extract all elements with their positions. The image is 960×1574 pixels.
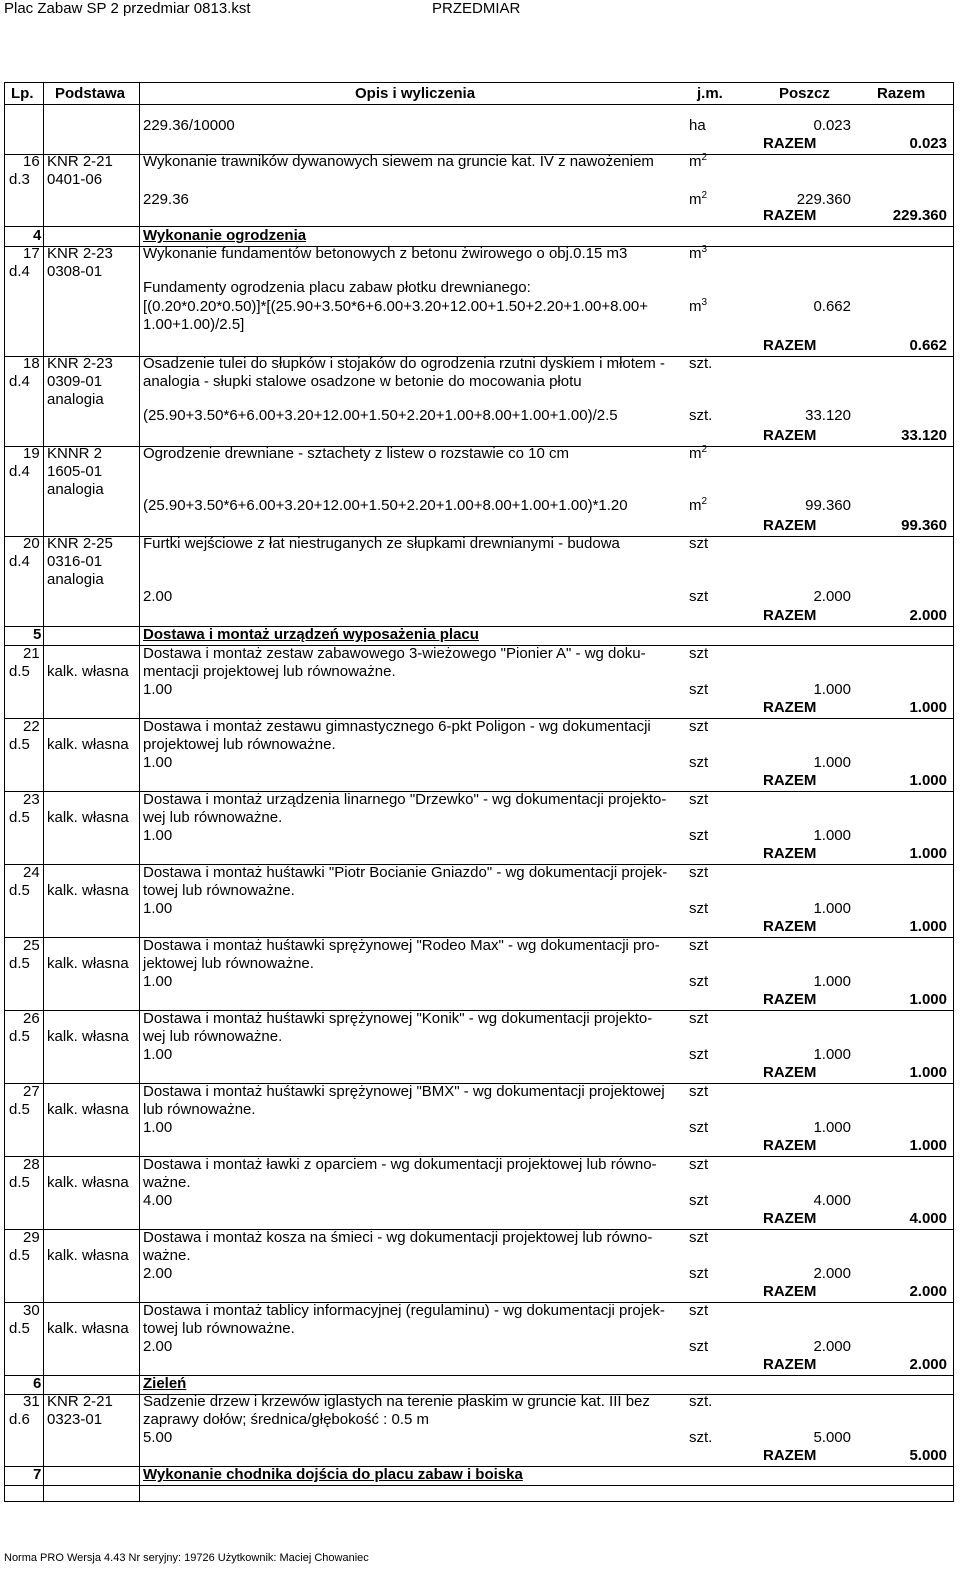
position-description: ważne. xyxy=(143,1174,191,1191)
partial-value: 4.000 xyxy=(813,1192,851,1209)
col-podstawa: Podstawa xyxy=(55,85,126,102)
position-description: Dostawa i montaż ławki z oparciem - wg dokumentacji projektowej lub równo- xyxy=(143,1156,657,1173)
position-chapter: d.4 xyxy=(9,553,30,570)
position-description: Dostawa i montaż zestawu gimnastycznego 6-pkt Poligon - wg dokumentacji xyxy=(143,718,651,735)
position-description: Dostawa i montaż huśtawki sprężynowej "Konik" - wg dokumentacji projekto- xyxy=(143,1010,653,1027)
unit: szt xyxy=(689,1338,709,1355)
calculation-text: 1.00 xyxy=(143,900,173,917)
unit: szt xyxy=(689,718,709,735)
basis-code: KNR 2-21 xyxy=(47,153,113,170)
basis-code: kalk. własna xyxy=(47,1247,129,1264)
position-number: 22 xyxy=(23,718,40,735)
section-number: 6 xyxy=(33,1375,42,1392)
razem-value: 1.000 xyxy=(909,1137,947,1154)
calculation-text: 229.36/10000 xyxy=(143,117,235,134)
unit: szt xyxy=(689,1083,709,1100)
razem-label: RAZEM xyxy=(763,845,817,862)
partial-value: 99.360 xyxy=(805,497,851,514)
position-description: Ogrodzenie drewniane - sztachety z listew o rozstawie co 10 cm xyxy=(143,445,570,462)
position-description: wej lub równoważne. xyxy=(143,1028,283,1045)
razem-value: 1.000 xyxy=(909,845,947,862)
position-number: 17 xyxy=(23,245,40,262)
position-description: Sadzenie drzew i krzewów iglastych na terenie płaskim w gruncie kat. III bez xyxy=(143,1393,650,1410)
basis-code: kalk. własna xyxy=(47,1174,129,1191)
razem-value: 1.000 xyxy=(909,699,947,716)
partial-value: 1.000 xyxy=(813,754,851,771)
position-description: analogia - słupki stalowe osadzone w betonie do mocowania płotu xyxy=(143,373,582,390)
partial-value: 2.000 xyxy=(813,588,851,605)
col-lp: Lp. xyxy=(11,85,34,102)
position-chapter: d.5 xyxy=(9,809,30,826)
razem-value: 5.000 xyxy=(909,1447,947,1464)
position-description: towej lub równoważne. xyxy=(143,882,295,899)
position-description: Wykonanie fundamentów betonowych z betonu żwirowego o obj.0.15 m3 xyxy=(143,245,628,262)
position-description: zaprawy dołów; średnica/głębokość : 0.5 m xyxy=(143,1411,429,1428)
position-number: 25 xyxy=(23,937,40,954)
section-title: Wykonanie ogrodzenia xyxy=(143,227,307,244)
razem-label: RAZEM xyxy=(763,1447,817,1464)
position-description: Dostawa i montaż zestaw zabawowego 3-wieżowego "Pionier A" - wg doku- xyxy=(143,645,646,662)
position-description: lub równoważne. xyxy=(143,1101,256,1118)
position-chapter: d.5 xyxy=(9,1320,30,1337)
position-description: Furtki wejściowe z łat niestruganych ze słupkami drewnianymi - budowa xyxy=(143,535,620,552)
unit: szt xyxy=(689,1119,709,1136)
position-chapter: d.4 xyxy=(9,373,30,390)
razem-label: RAZEM xyxy=(763,1137,817,1154)
razem-label: RAZEM xyxy=(763,699,817,716)
basis-code: 0309-01 xyxy=(47,373,103,390)
basis-code: 0323-01 xyxy=(47,1411,103,1428)
razem-label: RAZEM xyxy=(763,517,817,534)
file-title: Plac Zabaw SP 2 przedmiar 0813.kst xyxy=(4,0,251,17)
partial-value: 1.000 xyxy=(813,1119,851,1136)
unit: szt. xyxy=(689,407,713,424)
unit: szt xyxy=(689,1156,709,1173)
calculation-text: 1.00 xyxy=(143,1046,173,1063)
unit: $m^2$ xyxy=(689,152,708,170)
position-chapter: d.4 xyxy=(9,263,30,280)
basis-code: kalk. własna xyxy=(47,736,129,753)
position-description: Dostawa i montaż urządzenia linarnego "Drzewko" - wg dokumentacji projekto- xyxy=(143,791,667,808)
position-number: 28 xyxy=(23,1156,40,1173)
footer: Norma PRO Wersja 4.43 Nr seryjny: 19726 Użytkownik: Maciej Chowaniec xyxy=(4,1552,369,1564)
calculation-text: (25.90+3.50*6+6.00+3.20+12.00+1.50+2.20+1.00+8.00+1.00+1.00)*1.20 xyxy=(143,497,628,514)
razem-value: 1.000 xyxy=(909,772,947,789)
position-chapter: d.5 xyxy=(9,736,30,753)
divider xyxy=(43,83,44,1501)
unit: $m^2$ xyxy=(689,190,708,208)
razem-label: RAZEM xyxy=(763,1210,817,1227)
basis-note: analogia xyxy=(47,571,104,588)
doc-title: PRZEDMIAR xyxy=(432,0,521,17)
row-separator xyxy=(5,1485,953,1486)
basis-code: kalk. własna xyxy=(47,955,129,972)
calculation-text: 5.00 xyxy=(143,1429,173,1446)
unit: szt. xyxy=(689,1429,713,1446)
calculation-text: (25.90+3.50*6+6.00+3.20+12.00+1.50+2.20+1.00+8.00+1.00+1.00)/2.5 xyxy=(143,407,618,424)
razem-label: RAZEM xyxy=(763,1064,817,1081)
unit: szt xyxy=(689,1229,709,1246)
partial-value: 0.662 xyxy=(813,298,851,315)
calculation-text: 1.00 xyxy=(143,754,173,771)
razem-label: RAZEM xyxy=(763,427,817,444)
partial-value: 1.000 xyxy=(813,1046,851,1063)
unit: szt xyxy=(689,645,709,662)
position-description: Dostawa i montaż kosza na śmieci - wg dokumentacji projektowej lub równo- xyxy=(143,1229,653,1246)
basis-code: kalk. własna xyxy=(47,882,129,899)
position-chapter: d.5 xyxy=(9,955,30,972)
unit: szt xyxy=(689,1046,709,1063)
partial-value: 1.000 xyxy=(813,827,851,844)
partial-value: 0.023 xyxy=(813,117,851,134)
razem-label: RAZEM xyxy=(763,772,817,789)
position-number: 16 xyxy=(23,153,40,170)
calculation-text: 2.00 xyxy=(143,588,173,605)
position-number: 21 xyxy=(23,645,40,662)
position-description: ważne. xyxy=(143,1247,191,1264)
estimate-table xyxy=(4,82,954,1502)
basis-code: 0308-01 xyxy=(47,263,103,280)
position-chapter: d.4 xyxy=(9,463,30,480)
section-title: Zieleń xyxy=(143,1375,187,1392)
position-chapter: d.5 xyxy=(9,1028,30,1045)
unit: szt xyxy=(689,681,709,698)
position-description: Dostawa i montaż huśtawki sprężynowej "BMX" - wg dokumentacji projektowej xyxy=(143,1083,665,1100)
position-chapter: d.3 xyxy=(9,171,30,188)
col-razem: Razem xyxy=(877,85,926,102)
unit: szt xyxy=(689,1302,709,1319)
section-title: Wykonanie chodnika dojścia do placu zabaw i boiska xyxy=(143,1466,523,1483)
section-title: Dostawa i montaż urządzeń wyposażenia placu xyxy=(143,626,479,643)
razem-value: 33.120 xyxy=(901,427,947,444)
position-number: 19 xyxy=(23,445,40,462)
razem-label: RAZEM xyxy=(763,1356,817,1373)
position-number: 18 xyxy=(23,355,40,372)
razem-label: RAZEM xyxy=(763,991,817,1008)
section-number: 5 xyxy=(33,626,42,643)
table-header xyxy=(5,83,953,105)
position-chapter: d.5 xyxy=(9,1101,30,1118)
unit: szt xyxy=(689,864,709,881)
razem-label: RAZEM xyxy=(763,135,817,152)
razem-label: RAZEM xyxy=(763,607,817,624)
position-chapter: d.5 xyxy=(9,663,30,680)
position-chapter: d.5 xyxy=(9,1174,30,1191)
razem-value: 0.023 xyxy=(909,135,947,152)
basis-code: KNR 2-21 xyxy=(47,1393,113,1410)
calculation-text: 2.00 xyxy=(143,1265,173,1282)
razem-value: 2.000 xyxy=(909,1283,947,1300)
partial-value: 5.000 xyxy=(813,1429,851,1446)
position-description: Dostawa i montaż huśtawki "Piotr Bocianie Gniazdo" - wg dokumentacji projek- xyxy=(143,864,668,881)
unit: szt xyxy=(689,973,709,990)
unit: szt xyxy=(689,754,709,771)
position-number: 29 xyxy=(23,1229,40,1246)
basis-code: 0316-01 xyxy=(47,553,103,570)
basis-code: kalk. własna xyxy=(47,663,129,680)
razem-value: 99.360 xyxy=(901,517,947,534)
calculation-text: 1.00 xyxy=(143,827,173,844)
unit: szt xyxy=(689,937,709,954)
basis-code: kalk. własna xyxy=(47,1101,129,1118)
position-chapter: d.5 xyxy=(9,882,30,899)
partial-value: 1.000 xyxy=(813,973,851,990)
position-number: 30 xyxy=(23,1302,40,1319)
calculation-text: 1.00 xyxy=(143,681,173,698)
partial-value: 2.000 xyxy=(813,1265,851,1282)
basis-code: KNR 2-23 xyxy=(47,355,113,372)
col-opis: Opis i wyliczenia xyxy=(355,85,476,102)
position-number: 27 xyxy=(23,1083,40,1100)
position-description: Wykonanie trawników dywanowych siewem na gruncie kat. IV z nawożeniem xyxy=(143,153,654,170)
partial-value: 33.120 xyxy=(805,407,851,424)
basis-code: KNNR 2 xyxy=(47,445,103,462)
unit: szt xyxy=(689,791,709,808)
razem-value: 4.000 xyxy=(909,1210,947,1227)
calculation-text: 1.00 xyxy=(143,1119,173,1136)
basis-code: KNR 2-25 xyxy=(47,535,113,552)
razem-value: 229.360 xyxy=(892,207,947,224)
unit: szt xyxy=(689,588,709,605)
position-description: Dostawa i montaż tablicy informacyjnej (regulaminu) - wg dokumentacji projek- xyxy=(143,1302,665,1319)
razem-label: RAZEM xyxy=(763,918,817,935)
calculation-text: 4.00 xyxy=(143,1192,173,1209)
position-number: 26 xyxy=(23,1010,40,1027)
calculation-text: [(0.20*0.20*0.50)]*[(25.90+3.50*6+6.00+3.20+12.00+1.50+2.20+1.00+8.00+ xyxy=(143,298,649,315)
col-poszcz: Poszcz xyxy=(779,85,830,102)
position-description: jektowej lub równoważne. xyxy=(143,955,314,972)
unit: $m^2$ xyxy=(689,444,708,462)
unit: szt. xyxy=(689,355,713,372)
basis-code: 1605-01 xyxy=(47,463,103,480)
position-description: Osadzenie tulei do słupków i stojaków do ogrodzenia rzutni dyskiem i młotem - xyxy=(143,355,665,372)
unit: szt xyxy=(689,1010,709,1027)
partial-value: 1.000 xyxy=(813,681,851,698)
position-description: Dostawa i montaż huśtawki sprężynowej "Rodeo Max" - wg dokumentacji pro- xyxy=(143,937,660,954)
partial-value: 2.000 xyxy=(813,1338,851,1355)
divider xyxy=(139,83,140,1501)
position-number: 23 xyxy=(23,791,40,808)
position-description: wej lub równoważne. xyxy=(143,809,283,826)
unit: szt xyxy=(689,1192,709,1209)
position-chapter: d.5 xyxy=(9,1247,30,1264)
position-number: 31 xyxy=(23,1393,40,1410)
basis-code: kalk. własna xyxy=(47,809,129,826)
basis-note: analogia xyxy=(47,391,104,408)
basis-note: analogia xyxy=(47,481,104,498)
position-description: projektowej lub równoważne. xyxy=(143,736,336,753)
section-number: 7 xyxy=(33,1466,42,1483)
position-number: 20 xyxy=(23,535,40,552)
basis-code: 0401-06 xyxy=(47,171,103,188)
position-description: mentacji projektowej lub równoważne. xyxy=(143,663,396,680)
unit: szt xyxy=(689,1265,709,1282)
razem-label: RAZEM xyxy=(763,337,817,354)
col-jm: j.m. xyxy=(697,85,723,102)
razem-value: 1.000 xyxy=(909,1064,947,1081)
unit: szt xyxy=(689,535,709,552)
unit: szt. xyxy=(689,1393,713,1410)
position-number: 24 xyxy=(23,864,40,881)
basis-code: kalk. własna xyxy=(47,1028,129,1045)
calculation-text: 1.00 xyxy=(143,973,173,990)
calculation-text: Fundamenty ogrodzenia placu zabaw płotku drewnianego: xyxy=(143,279,531,296)
position-description: towej lub równoważne. xyxy=(143,1320,295,1337)
razem-label: RAZEM xyxy=(763,1283,817,1300)
section-number: 4 xyxy=(33,227,42,244)
calculation-text: 2.00 xyxy=(143,1338,173,1355)
unit: szt xyxy=(689,827,709,844)
razem-value: 2.000 xyxy=(909,607,947,624)
razem-value: 1.000 xyxy=(909,918,947,935)
basis-code: kalk. własna xyxy=(47,1320,129,1337)
unit: szt xyxy=(689,900,709,917)
position-chapter: d.6 xyxy=(9,1411,30,1428)
unit: $m^3$ xyxy=(689,244,708,262)
razem-value: 1.000 xyxy=(909,991,947,1008)
razem-value: 0.662 xyxy=(909,337,947,354)
calculation-text: 1.00+1.00)/2.5] xyxy=(143,316,245,333)
unit: ha xyxy=(689,117,706,134)
unit: $m^3$ xyxy=(689,297,708,315)
unit: $m^2$ xyxy=(689,496,708,514)
razem-label: RAZEM xyxy=(763,207,817,224)
calculation-text: 229.36 xyxy=(143,191,189,208)
razem-value: 2.000 xyxy=(909,1356,947,1373)
partial-value: 1.000 xyxy=(813,900,851,917)
partial-value: 229.360 xyxy=(796,191,851,208)
basis-code: KNR 2-23 xyxy=(47,245,113,262)
